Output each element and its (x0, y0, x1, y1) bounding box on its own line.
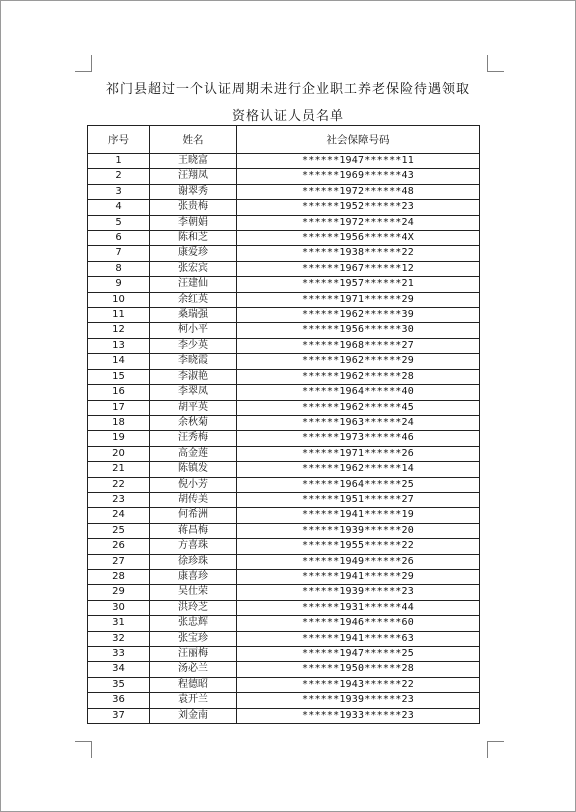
person-name-cell: 汤必兰 (150, 662, 237, 677)
table-row (88, 277, 480, 292)
table-row (88, 338, 480, 353)
table-row (88, 554, 480, 569)
document-title-line-2: 资格认证人员名单 (231, 109, 344, 124)
person-name-cell: 张贵梅 (150, 200, 237, 215)
column-header-number: 序号 (88, 126, 150, 154)
table-row (88, 369, 480, 384)
row-number-cell: 31 (88, 616, 150, 631)
social-security-number-cell: ******1973******46 (237, 431, 480, 446)
person-name-cell: 陈和芝 (150, 231, 237, 246)
row-number-cell: 37 (88, 708, 150, 723)
social-security-number-cell: ******1947******11 (237, 154, 480, 169)
row-number-cell: 22 (88, 477, 150, 492)
row-number-cell: 11 (88, 308, 150, 323)
table-row (88, 446, 480, 461)
table-row (88, 431, 480, 446)
column-header-name: 姓名 (150, 126, 237, 154)
social-security-number-cell: ******1963******24 (237, 415, 480, 430)
social-security-number-cell: ******1941******63 (237, 631, 480, 646)
margin-corner-mark-bottom-left (75, 741, 92, 758)
row-number-cell: 33 (88, 647, 150, 662)
row-number-cell: 25 (88, 523, 150, 538)
row-number-cell: 12 (88, 323, 150, 338)
table-row (88, 400, 480, 415)
social-security-number-cell: ******1939******23 (237, 693, 480, 708)
row-number-cell: 16 (88, 385, 150, 400)
table-row (88, 600, 480, 615)
table-row (88, 492, 480, 507)
table-row (88, 261, 480, 276)
person-name-cell: 汪翔凤 (150, 169, 237, 184)
social-security-number-cell: ******1969******43 (237, 169, 480, 184)
person-name-cell: 胡传美 (150, 492, 237, 507)
table-row (88, 292, 480, 307)
row-number-cell: 23 (88, 492, 150, 507)
person-name-cell: 康爱珍 (150, 246, 237, 261)
social-security-number-cell: ******1956******30 (237, 323, 480, 338)
row-number-cell: 9 (88, 277, 150, 292)
row-number-cell: 28 (88, 569, 150, 584)
social-security-number-cell: ******1938******22 (237, 246, 480, 261)
row-number-cell: 4 (88, 200, 150, 215)
table-row (88, 246, 480, 261)
social-security-number-cell: ******1952******23 (237, 200, 480, 215)
table-row (88, 616, 480, 631)
table-row (88, 539, 480, 554)
roster-table (87, 125, 480, 724)
person-name-cell: 王晓富 (150, 154, 237, 169)
social-security-number-cell: ******1933******23 (237, 708, 480, 723)
person-name-cell: 刘金南 (150, 708, 237, 723)
row-number-cell: 14 (88, 354, 150, 369)
row-number-cell: 6 (88, 231, 150, 246)
social-security-number-cell: ******1957******21 (237, 277, 480, 292)
person-name-cell: 吴仕荣 (150, 585, 237, 600)
person-name-cell: 徐珍珠 (150, 554, 237, 569)
row-number-cell: 35 (88, 677, 150, 692)
person-name-cell: 程德昭 (150, 677, 237, 692)
table-row (88, 462, 480, 477)
social-security-number-cell: ******1971******26 (237, 446, 480, 461)
person-name-cell: 何希洲 (150, 508, 237, 523)
person-name-cell: 李淑艳 (150, 369, 237, 384)
person-name-cell: 胡平英 (150, 400, 237, 415)
margin-corner-mark-bottom-right (487, 741, 504, 758)
social-security-number-cell: ******1971******29 (237, 292, 480, 307)
row-number-cell: 24 (88, 508, 150, 523)
person-name-cell: 蒋昌梅 (150, 523, 237, 538)
table-row (88, 708, 480, 723)
row-number-cell: 7 (88, 246, 150, 261)
person-name-cell: 余红英 (150, 292, 237, 307)
row-number-cell: 34 (88, 662, 150, 677)
table-row (88, 308, 480, 323)
table-row (88, 508, 480, 523)
column-header-social-security-number: 社会保障号码 (237, 126, 480, 154)
social-security-number-cell: ******1939******23 (237, 585, 480, 600)
row-number-cell: 5 (88, 215, 150, 230)
social-security-number-cell: ******1941******19 (237, 508, 480, 523)
row-number-cell: 13 (88, 338, 150, 353)
margin-corner-mark-top-right (487, 55, 504, 72)
margin-corner-mark-top-left (75, 55, 92, 72)
document-title-line-1: 祁门县超过一个认证周期未进行企业职工养老保险待遇领取 (105, 82, 470, 97)
table-body (88, 154, 480, 724)
row-number-cell: 36 (88, 693, 150, 708)
row-number-cell: 3 (88, 184, 150, 199)
row-number-cell: 30 (88, 600, 150, 615)
row-number-cell: 27 (88, 554, 150, 569)
social-security-number-cell: ******1962******29 (237, 354, 480, 369)
social-security-number-cell: ******1946******60 (237, 616, 480, 631)
table-row (88, 662, 480, 677)
person-name-cell: 柯小平 (150, 323, 237, 338)
table-row (88, 184, 480, 199)
person-name-cell: 袁开兰 (150, 693, 237, 708)
person-name-cell: 汪建仙 (150, 277, 237, 292)
person-name-cell: 李翠凤 (150, 385, 237, 400)
row-number-cell: 18 (88, 415, 150, 430)
social-security-number-cell: ******1951******27 (237, 492, 480, 507)
table-row (88, 323, 480, 338)
social-security-number-cell: ******1939******20 (237, 523, 480, 538)
person-name-cell: 张忠辉 (150, 616, 237, 631)
social-security-number-cell: ******1967******12 (237, 261, 480, 276)
table-row (88, 154, 480, 169)
person-name-cell: 张宏宾 (150, 261, 237, 276)
person-name-cell: 余秋菊 (150, 415, 237, 430)
row-number-cell: 21 (88, 462, 150, 477)
person-name-cell: 张宝珍 (150, 631, 237, 646)
social-security-number-cell: ******1964******25 (237, 477, 480, 492)
table-row (88, 200, 480, 215)
social-security-number-cell: ******1972******24 (237, 215, 480, 230)
row-number-cell: 29 (88, 585, 150, 600)
row-number-cell: 19 (88, 431, 150, 446)
table-row (88, 354, 480, 369)
social-security-number-cell: ******1972******48 (237, 184, 480, 199)
social-security-number-cell: ******1955******22 (237, 539, 480, 554)
social-security-number-cell: ******1949******26 (237, 554, 480, 569)
social-security-number-cell: ******1950******28 (237, 662, 480, 677)
person-name-cell: 汪丽梅 (150, 647, 237, 662)
person-name-cell: 洪玲芝 (150, 600, 237, 615)
row-number-cell: 1 (88, 154, 150, 169)
person-name-cell: 李朝娟 (150, 215, 237, 230)
table-row (88, 693, 480, 708)
row-number-cell: 17 (88, 400, 150, 415)
person-name-cell: 康喜珍 (150, 569, 237, 584)
table-row (88, 385, 480, 400)
person-name-cell: 谢翠秀 (150, 184, 237, 199)
row-number-cell: 10 (88, 292, 150, 307)
social-security-number-cell: ******1962******39 (237, 308, 480, 323)
social-security-number-cell: ******1962******45 (237, 400, 480, 415)
row-number-cell: 2 (88, 169, 150, 184)
table-row (88, 231, 480, 246)
table-row (88, 415, 480, 430)
social-security-number-cell: ******1964******40 (237, 385, 480, 400)
table-row (88, 169, 480, 184)
row-number-cell: 20 (88, 446, 150, 461)
social-security-number-cell: ******1947******25 (237, 647, 480, 662)
social-security-number-cell: ******1943******22 (237, 677, 480, 692)
person-name-cell: 桑瑞强 (150, 308, 237, 323)
row-number-cell: 32 (88, 631, 150, 646)
social-security-number-cell: ******1962******14 (237, 462, 480, 477)
social-security-number-cell: ******1941******29 (237, 569, 480, 584)
person-name-cell: 倪小芳 (150, 477, 237, 492)
social-security-number-cell: ******1962******28 (237, 369, 480, 384)
table-row (88, 523, 480, 538)
social-security-number-cell: ******1968******27 (237, 338, 480, 353)
table-row (88, 477, 480, 492)
table-row (88, 215, 480, 230)
person-name-cell: 李少英 (150, 338, 237, 353)
social-security-number-cell: ******1956******4X (237, 231, 480, 246)
person-name-cell: 方喜珠 (150, 539, 237, 554)
table-row (88, 677, 480, 692)
person-name-cell: 高金莲 (150, 446, 237, 461)
row-number-cell: 8 (88, 261, 150, 276)
table-row (88, 631, 480, 646)
person-name-cell: 陈镇发 (150, 462, 237, 477)
table-row (88, 585, 480, 600)
person-name-cell: 汪秀梅 (150, 431, 237, 446)
table-header-row (88, 126, 480, 154)
social-security-number-cell: ******1931******44 (237, 600, 480, 615)
row-number-cell: 15 (88, 369, 150, 384)
table-row (88, 569, 480, 584)
row-number-cell: 26 (88, 539, 150, 554)
person-name-cell: 李晓霞 (150, 354, 237, 369)
table-row (88, 647, 480, 662)
